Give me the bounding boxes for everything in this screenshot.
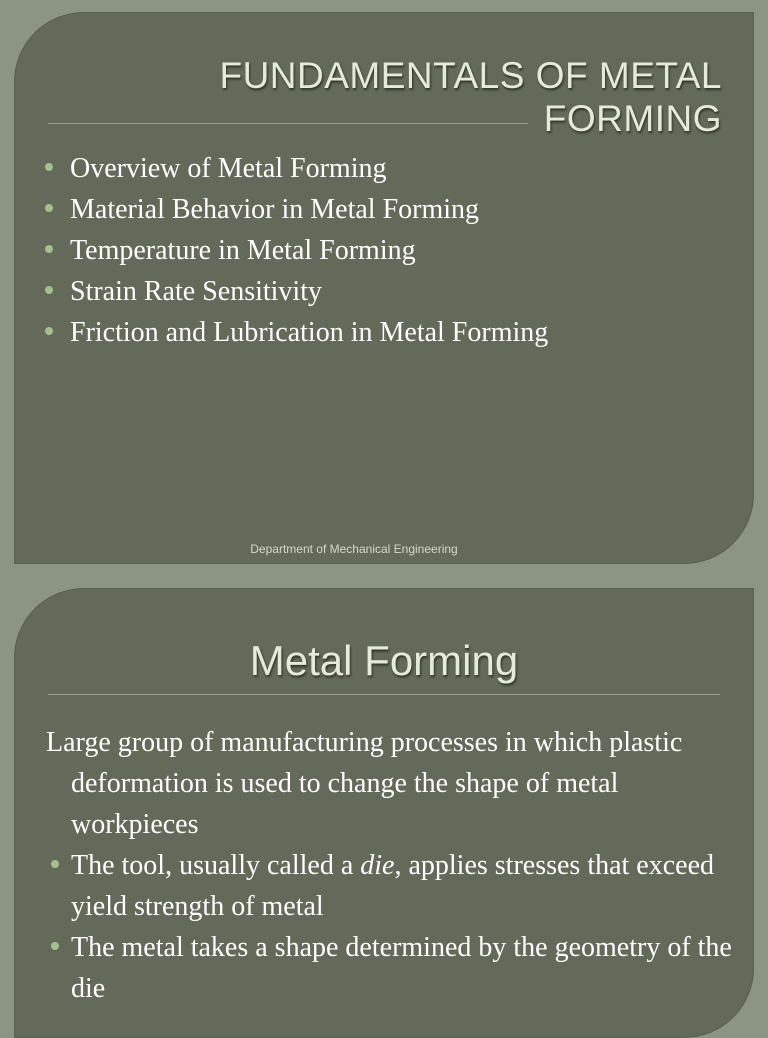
slide-2 <box>14 588 754 1038</box>
bullet-icon <box>51 860 59 868</box>
list-item: Strain Rate Sensitivity <box>70 271 730 312</box>
list-item: Temperature in Metal Forming <box>70 230 730 271</box>
bullet-icon <box>45 327 53 335</box>
list-item: Friction and Lubrication in Metal Forming <box>70 312 730 353</box>
bullet-text: The metal takes a shape determined by the geometry of the die <box>71 932 732 1004</box>
bullet-text-pre: The tool, usually called a <box>71 850 361 881</box>
slide-1-title-line-2: FORMING <box>543 98 722 139</box>
bullet-icon <box>45 204 53 212</box>
slide-1-title-line-1: FUNDAMENTALS OF METAL <box>219 55 722 96</box>
slide-1 <box>14 12 754 564</box>
bullet-icon <box>45 163 53 171</box>
title-divider <box>48 694 720 695</box>
slide-2-title: Metal Forming <box>249 637 519 684</box>
intro-paragraph: Large group of manufacturing processes in which plastic deformation is used to change the shape of metal workpieces <box>46 727 683 840</box>
bullet-icon <box>45 245 53 253</box>
bullet-text-post: , applies stresses that exceed yield strength of metal <box>71 850 715 922</box>
list-item: Material Behavior in Metal Forming <box>70 189 730 230</box>
die-term: die <box>360 850 395 881</box>
list-item <box>46 845 736 927</box>
bullet-icon <box>45 286 53 294</box>
slide-2-body <box>46 722 736 1009</box>
list-item: Overview of Metal Forming <box>70 148 730 189</box>
topic-list <box>70 148 730 353</box>
bullet-icon <box>51 942 59 950</box>
title-divider <box>48 123 528 124</box>
list-item <box>46 927 736 1009</box>
slide-footer: Department of Mechanical Engineering <box>250 542 458 556</box>
slide-1-title <box>122 54 722 140</box>
